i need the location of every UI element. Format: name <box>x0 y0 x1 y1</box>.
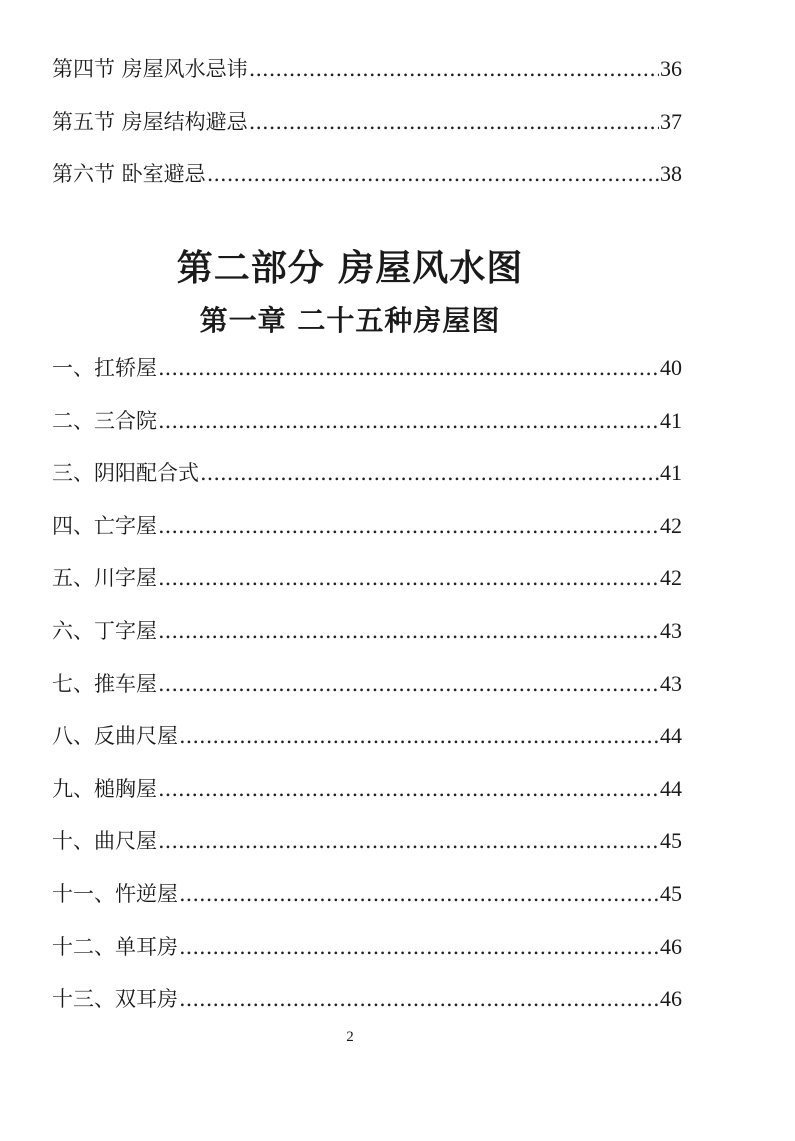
toc-row[interactable] <box>52 512 682 568</box>
part-title: 第二部分 房屋风水图 <box>176 247 524 289</box>
page-number: 2 <box>346 1029 354 1045</box>
toc-label: 一、扛轿屋 <box>52 356 157 380</box>
toc-page-number: 38 <box>660 161 682 187</box>
toc-label: 七、推车屋 <box>52 671 157 696</box>
toc-label: 第六节 卧室避忌 <box>52 162 206 187</box>
entry-list <box>52 357 682 1041</box>
toc-row[interactable] <box>52 462 682 515</box>
toc-label: 六、丁字屋 <box>52 618 157 643</box>
leader-dots <box>207 164 659 185</box>
toc-label: 九、槌胸屋 <box>52 776 157 801</box>
toc-row-section-4[interactable] <box>52 58 682 111</box>
toc-page-number: 42 <box>660 512 682 538</box>
leader-dots <box>249 112 659 133</box>
toc-label: 十、曲尺屋 <box>52 829 157 854</box>
toc-page-number: 43 <box>660 670 682 696</box>
toc-row[interactable] <box>52 357 682 410</box>
leader-dots <box>200 463 659 484</box>
toc-label: 四、亡字屋 <box>52 513 157 538</box>
toc-page-number: 46 <box>660 986 682 1012</box>
toc-row[interactable] <box>52 775 682 831</box>
toc-label: 三、阴阳配合式 <box>52 461 199 486</box>
leader-dots <box>179 726 659 747</box>
toc-row[interactable] <box>52 725 682 778</box>
leader-dots <box>179 884 659 905</box>
toc-page-number: 36 <box>660 56 682 81</box>
toc-label: 第五节 房屋结构避忌 <box>52 109 248 134</box>
toc-page-number: 44 <box>660 775 682 801</box>
leader-dots <box>179 937 659 958</box>
leader-dots <box>158 358 659 379</box>
leader-dots <box>158 779 659 800</box>
leader-dots <box>249 59 659 80</box>
toc-label: 五、川字屋 <box>52 566 157 591</box>
toc-label: 十三、双耳房 <box>52 987 178 1012</box>
toc-label: 十一、忤逆屋 <box>52 881 178 906</box>
toc-page-number: 45 <box>660 880 682 906</box>
toc-row[interactable] <box>52 933 682 989</box>
toc-page-number: 45 <box>660 828 682 854</box>
leader-dots <box>179 989 659 1010</box>
section-list <box>52 58 682 216</box>
toc-page-number: 40 <box>660 355 682 380</box>
toc-page-number: 43 <box>660 617 682 643</box>
toc-page-number: 44 <box>660 723 682 749</box>
toc-row-section-6[interactable] <box>52 163 682 216</box>
toc-row[interactable] <box>52 670 682 726</box>
leader-dots <box>158 411 659 432</box>
chapter-title: 第一章 二十五种房屋图 <box>199 304 501 337</box>
leader-dots <box>158 568 659 589</box>
leader-dots <box>158 831 659 852</box>
toc-page-number: 41 <box>660 460 682 486</box>
leader-dots <box>158 516 659 537</box>
toc-row[interactable] <box>52 880 682 936</box>
toc-label: 八、反曲尺屋 <box>52 724 178 749</box>
toc-row[interactable] <box>52 407 682 463</box>
toc-page-number: 41 <box>660 407 682 433</box>
toc-page-number: 42 <box>660 565 682 591</box>
toc-label: 第四节 房屋风水忌讳 <box>52 57 248 81</box>
toc-row-section-5[interactable] <box>52 108 682 164</box>
toc-row[interactable] <box>52 617 682 673</box>
toc-page-number: 46 <box>660 933 682 959</box>
toc-row[interactable] <box>52 567 682 620</box>
toc-row[interactable] <box>52 830 682 883</box>
leader-dots <box>158 674 659 695</box>
leader-dots <box>158 621 659 642</box>
toc-page-number: 37 <box>660 108 682 134</box>
toc-label: 十二、单耳房 <box>52 934 178 959</box>
toc-label: 二、三合院 <box>52 408 157 433</box>
